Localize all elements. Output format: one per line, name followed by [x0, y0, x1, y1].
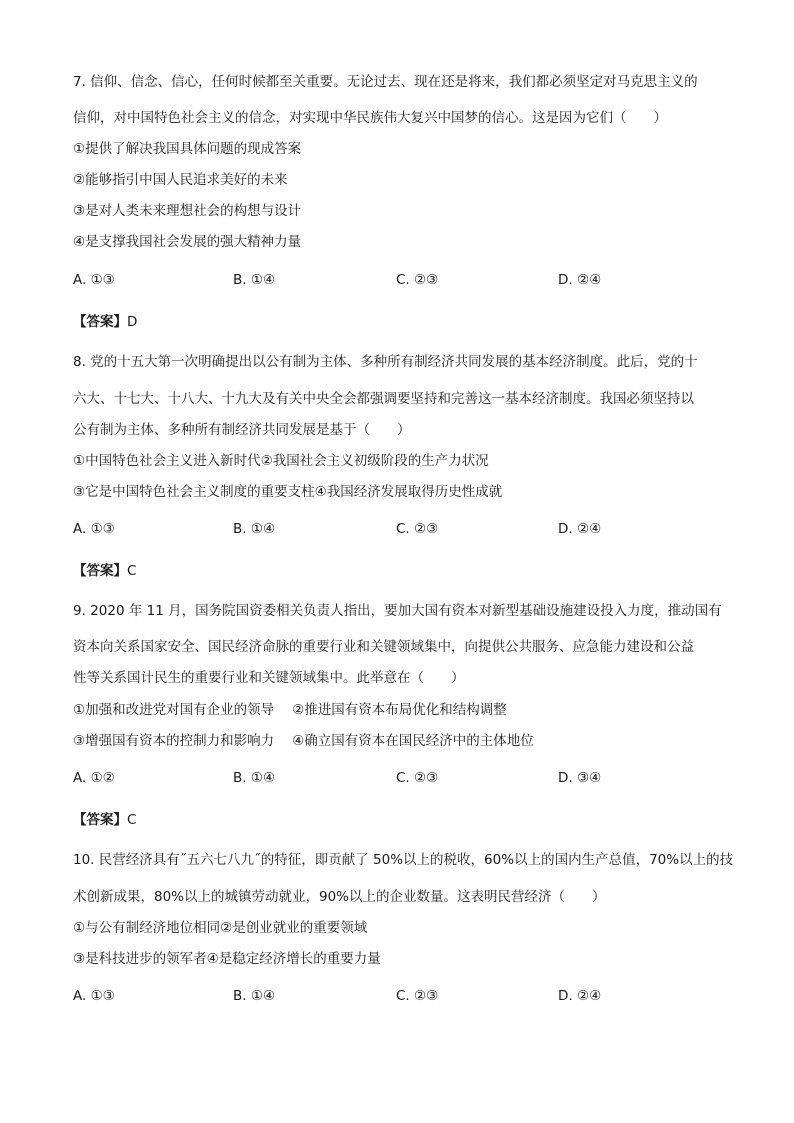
answer-tag: 【答案】 [73, 314, 127, 330]
q7-answer [73, 312, 137, 332]
q10-item-2: ③是科技进步的领军者④是稳定经济增长的重要力量 [73, 951, 381, 967]
q9-item-1: ①加强和改进党对国有企业的领导 [73, 702, 275, 718]
q7-option-b: B. ①④ [233, 272, 276, 288]
q10-item-1: ①与公有制经济地位相同②是创业就业的重要领域 [73, 920, 368, 936]
answer-tag: 【答案】 [73, 812, 127, 828]
q9-answer [73, 810, 136, 830]
q9-items-row-2 [73, 731, 734, 751]
q8-stem-line-2: 六大、十七大、十八大、十九大及有关中央全会都强调要坚持和完善这一基本经济制度。我国必须坚持以 [73, 391, 694, 407]
q10-option-a: A. ①③ [73, 988, 115, 1004]
q9-option-a: A. ①② [73, 770, 115, 786]
q7-option-c: C. ②③ [396, 272, 439, 288]
q8-option-d: D. ②④ [558, 521, 602, 537]
q9-items-row-1 [73, 700, 734, 720]
q8-option-a: A. ①③ [73, 521, 115, 537]
q8-stem-line-3: 公有制为主体、多种所有制经济共同发展是基于（ ） [73, 422, 411, 438]
q9-option-d: D. ③④ [558, 770, 602, 786]
q7-stem-line-1: 7. 信仰、信念、信心，任何时候都至关重要。无论过去、现在还是将来，我们都必须坚定对马克思主义的 [73, 74, 698, 90]
q9-option-b: B. ①④ [233, 770, 276, 786]
q9-options [73, 768, 723, 788]
q9-item-4: ④确立国有资本在国民经济中的主体地位 [292, 733, 534, 749]
q10-stem-line-2: 术创新成果，80%以上的城镇劳动就业，90%以上的企业数量。这表明民营经济（ ） [73, 889, 606, 905]
q8-options [73, 519, 723, 539]
q7-item-1: ①提供了解决我国具体问题的现成答案 [73, 141, 302, 157]
q9-item-2: ②推进国有资本布局优化和结构调整 [292, 702, 507, 718]
q7-item-3: ③是对人类未来理想社会的构想与设计 [73, 203, 302, 219]
q7-stem-line-2: 信仰，对中国特色社会主义的信念，对实现中华民族伟大复兴中国梦的信心。这是因为它们（ ） [73, 110, 667, 126]
q10-option-d: D. ②④ [558, 988, 602, 1004]
q7-item-4: ④是支撑我国社会发展的强大精神力量 [73, 234, 302, 250]
q10-stem-line-1: 10. 民营经济具有˝五六七八九˝的特征，即贡献了 50%以上的税收，60%以上的国内生产总值，70%以上的技 [73, 852, 734, 868]
q7-item-2: ②能够指引中国人民追求美好的未来 [73, 172, 288, 188]
q8-option-b: B. ①④ [233, 521, 276, 537]
answer-value: D [127, 314, 138, 330]
q8-item-1: ①中国特色社会主义进入新时代②我国社会主义初级阶段的生产力状况 [73, 453, 489, 469]
q7-option-d: D. ②④ [558, 272, 602, 288]
q9-stem-line-1: 9. 2020 年 11 月，国务院国资委相关负责人指出，要加大国有资本对新型基础设施建设投入力度，推动国有 [73, 603, 722, 619]
answer-tag: 【答案】 [73, 563, 127, 579]
answer-value: C [127, 812, 137, 828]
q10-option-c: C. ②③ [396, 988, 439, 1004]
q10-options [73, 986, 723, 1006]
q9-option-c: C. ②③ [396, 770, 439, 786]
answer-value: C [127, 563, 137, 579]
q8-item-2: ③它是中国特色社会主义制度的重要支柱④我国经济发展取得历史性成就 [73, 484, 503, 500]
q9-item-3: ③增强国有资本的控制力和影响力 [73, 733, 275, 749]
q8-answer [73, 561, 136, 581]
q7-option-a: A. ①③ [73, 272, 115, 288]
q9-stem-line-2: 资本向关系国家安全、国民经济命脉的重要行业和关键领域集中，向提供公共服务、应急能力建设和公益 [73, 639, 694, 655]
q9-stem-line-3: 性等关系国计民生的重要行业和关键领域集中。此举意在（ ） [73, 670, 465, 686]
q10-option-b: B. ①④ [233, 988, 276, 1004]
q7-options [73, 270, 723, 290]
q8-stem-line-1: 8. 党的十五大第一次明确提出以公有制为主体、多种所有制经济共同发展的基本经济制度。此后，党的十 [73, 354, 698, 370]
q8-option-c: C. ②③ [396, 521, 439, 537]
